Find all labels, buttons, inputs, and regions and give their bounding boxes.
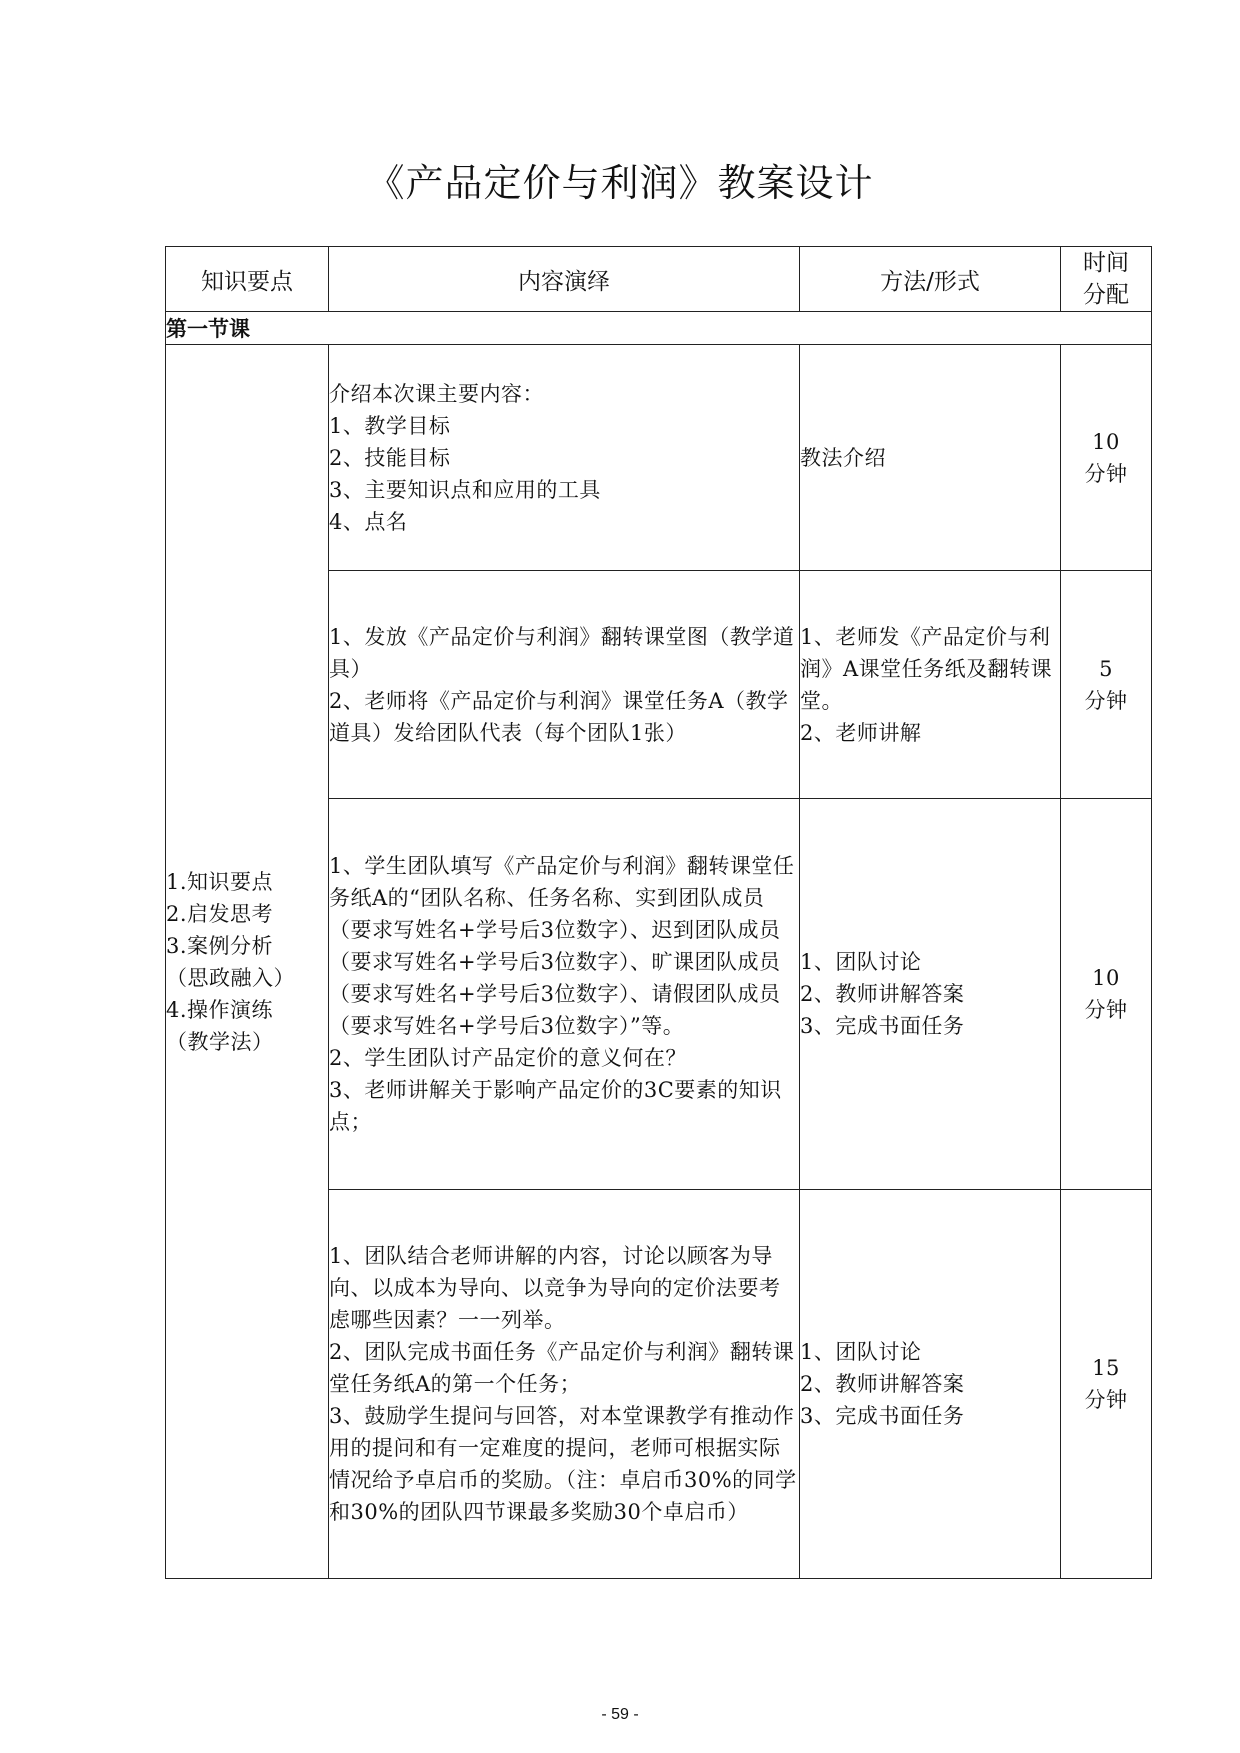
time-value: 15 (1092, 1356, 1120, 1380)
time-cell (1061, 571, 1152, 799)
lesson-plan-table (165, 246, 1152, 1579)
content-cell (329, 345, 800, 571)
time-cell (1061, 345, 1152, 571)
content-line: 2、老师将《产品定价与利润》课堂任务A（教学道具）发给团队代表（每个团队1张） (329, 688, 789, 745)
knowledge-point: （思政融入） (166, 965, 295, 990)
content-line: 2、团队完成书面任务《产品定价与利润》翻转课堂任务纸A的第一个任务； (329, 1340, 795, 1396)
time-unit: 分钟 (1084, 688, 1128, 713)
document-title: 《产品定价与利润》教案设计 (366, 161, 874, 205)
time-value: 10 (1092, 429, 1120, 454)
content-cell (329, 571, 800, 799)
header-time-line2: 分配 (1083, 282, 1129, 308)
content-line: 1、团队结合老师讲解的内容，讨论以顾客为导向、以成本为导向、以竞争为导向的定价法要考虑哪些因素？一一列举。 (329, 1244, 781, 1332)
method-cell (800, 1190, 1061, 1579)
content-line: 2、学生团队讨产品定价的意义何在？ (329, 1046, 687, 1070)
method-line: 1、老师发《产品定价与利润》A课堂任务纸及翻转课堂。 (800, 624, 1053, 713)
time-unit: 分钟 (1084, 461, 1128, 486)
method-line: 1、团队讨论 (800, 950, 922, 974)
knowledge-points-cell (166, 345, 329, 1579)
section-row (166, 312, 1152, 345)
method-line: 2、教师讲解答案 (800, 982, 965, 1006)
header-time (1061, 247, 1152, 312)
content-line: 1、教学目标 (329, 413, 451, 438)
method-cell (800, 345, 1061, 571)
method-line: 3、完成书面任务 (800, 1404, 965, 1428)
knowledge-point: 4.操作演练 (166, 997, 274, 1022)
content-cell (329, 1190, 800, 1579)
method-line: 3、完成书面任务 (800, 1014, 965, 1038)
knowledge-point: 1.知识要点 (166, 869, 274, 894)
time-cell (1061, 799, 1152, 1190)
time-value: 5 (1099, 656, 1113, 681)
method-cell (800, 571, 1061, 799)
header-content: 内容演绎 (329, 247, 800, 312)
content-line: 3、老师讲解关于影响产品定价的3C要素的知识点； (329, 1078, 782, 1134)
table-header-row (166, 247, 1152, 312)
time-value: 10 (1092, 966, 1120, 990)
knowledge-point: 3.案例分析 (166, 933, 274, 958)
header-method: 方法/形式 (800, 247, 1061, 312)
section-title: 第一节课 (166, 312, 1152, 345)
time-unit: 分钟 (1084, 998, 1128, 1022)
content-line: 介绍本次课主要内容： (329, 381, 544, 406)
content-line: 3、主要知识点和应用的工具 (329, 477, 601, 502)
page-number: - 59 - (601, 1706, 639, 1723)
method-line: 1、团队讨论 (800, 1340, 922, 1364)
time-unit: 分钟 (1084, 1388, 1128, 1412)
header-time-line1: 时间 (1083, 250, 1129, 276)
method-line: 2、老师讲解 (800, 720, 922, 745)
time-cell (1061, 1190, 1152, 1579)
content-line: 2、技能目标 (329, 445, 451, 470)
table-row (166, 345, 1152, 571)
method-line: 2、教师讲解答案 (800, 1372, 965, 1396)
method-line: 教法介绍 (800, 445, 886, 470)
knowledge-point: （教学法） (166, 1029, 274, 1054)
content-line: 1、发放《产品定价与利润》翻转课堂图（教学道具） (329, 624, 795, 681)
header-knowledge: 知识要点 (166, 247, 329, 312)
content-line: 4、点名 (329, 509, 408, 534)
content-cell (329, 799, 800, 1190)
method-cell (800, 799, 1061, 1190)
content-line: 1、学生团队填写《产品定价与利润》翻转课堂任务纸A的“团队名称、任务名称、实到团队成员（要求写姓名+学号后3位数字）、迟到团队成员（要求写姓名+学号后3位数字）、旷课团队成员（要求写姓名+学号后3位数字）、请假团队成员（要求写姓名+学号后3位数字）”等。 (329, 854, 795, 1038)
knowledge-point: 2.启发思考 (166, 901, 274, 926)
content-line: 3、鼓励学生提问与回答，对本堂课教学有推动作用的提问和有一定难度的提问，老师可根据实际情况给予卓启币的奖励。（注：卓启币30%的同学和30%的团队四节课最多奖励30个卓启币） (329, 1404, 797, 1524)
